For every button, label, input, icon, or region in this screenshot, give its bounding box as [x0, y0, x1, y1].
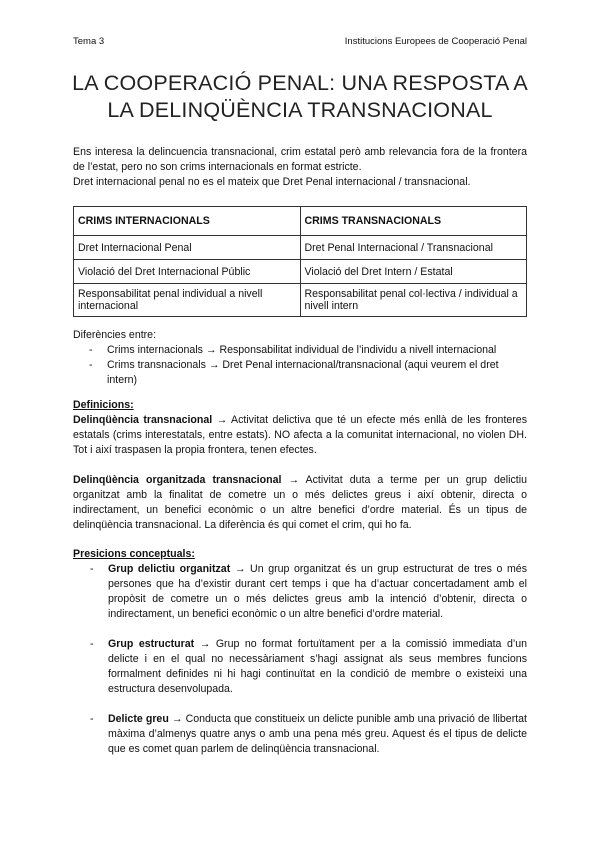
concepts-list [73, 562, 527, 757]
differences-list [73, 343, 527, 388]
differences-title: Diferències entre: [73, 329, 157, 341]
table-row [74, 284, 527, 317]
list-item [73, 712, 527, 757]
concept-term: Grup estructurat [108, 638, 195, 650]
concept-text: → Conducta que constitueix un delicte punible amb una privació de llibertat màxima d’almenys quatre anys o amb una pena més greu. Aquest és el tipus de delicte que es comet quan parlem de delinqüència transnacional. [108, 713, 527, 755]
list-item [73, 562, 527, 622]
table-header-cell: CRIMS INTERNACIONALS [74, 207, 301, 236]
header-course: Institucions Europees de Cooperació Penal [344, 36, 527, 47]
list-item: - Crims transnacionals → Dret Penal internacional/transnacional (aqui veurem el dret intern) [73, 358, 527, 388]
table-row [74, 236, 527, 260]
definition-term: Delinqüència transnacional [73, 414, 213, 426]
definition-paragraph [73, 413, 527, 458]
table-header-cell: CRIMS TRANSNACIONALS [300, 207, 527, 236]
intro-note: Dret internacional penal no es el mateix que Dret Penal internacional / transnacional. [73, 176, 471, 188]
table-row [74, 260, 527, 284]
definition-term: Delinqüència organitzada transnacional [73, 474, 282, 486]
definition-text: → Activitat duta a terme per un grup delictiu organitzat amb la finalitat de cometre un o més delictes greus i així obtenir, directa o indirectament, un benefici econòmic o un altre benefici d’ordre material. És un tipus de delinqüència transnacional. La diferència és qui comet el crim, qui ho fa. [73, 474, 527, 531]
definitions-title: Definicions: [73, 399, 134, 411]
definition-paragraph [73, 473, 527, 533]
header-topic: Tema 3 [73, 36, 105, 47]
table-cell: Violació del Dret Internacional Públic [74, 260, 301, 284]
table-cell: Dret Penal Internacional / Transnacional [300, 236, 527, 260]
concept-term: Delicte greu [108, 713, 169, 725]
table-cell: Dret Internacional Penal [74, 236, 301, 260]
differences-section [73, 328, 527, 388]
table-cell: Violació del Dret Intern / Estatal [300, 260, 527, 284]
list-item [73, 637, 527, 697]
document-body [73, 145, 527, 757]
concept-text: → Un grup organitzat és un grup estructurat de tres o més persones que ha d’existir durant cert temps i que ha d’actuar concertadament amb el propòsit de cometre un o més delictes greus amb la intenció d’obtenir, directa o indirectament, un benefici econòmic o un altre benefici d’ordre material. [108, 563, 527, 620]
table-cell: Responsabilitat penal individual a nivell internacional [74, 284, 301, 317]
concepts-title: Presicions conceptuals: [73, 548, 195, 560]
table-cell: Responsabilitat penal col·lectiva / individual a nivell intern [300, 284, 527, 317]
list-item: - Crims internacionals → Responsabilitat individual de l’individu a nivell internacional [73, 343, 527, 358]
concept-term: Grup delictiu organitzat [108, 563, 231, 575]
concept-text: → Grup no format fortuïtament per a la comissió immediata d’un delicte i en el qual no necessàriament s’hagi assignat als seus membres funcions formalment definides ni hi hagi continuïtat en la condició de membre o existeixi una estructura desenvolupada. [108, 638, 527, 695]
page-title-line-2: LA DELINQÜÈNCIA TRANSNACIONAL [107, 98, 493, 122]
definition-text: → Activitat delictiva que té un efecte més enllà de les fronteres estatals (crims interestatals, entre estats). NO afecta a la comunitat internacional, no violen DH. Tot i així traspasen la propia frontera, tenen efectes. [73, 414, 527, 456]
table-header-row [74, 207, 527, 236]
comparison-table [73, 206, 527, 317]
intro-paragraph: Ens interesa la delincuencia transnacional, crim estatal però amb relevancia fora de la frontera de l’estat, pero no son crims internacionals en format estricte. [73, 146, 527, 173]
page-title [40, 70, 560, 124]
page-title-line-1: LA COOPERACIÓ PENAL: UNA RESPOSTA A [72, 71, 528, 95]
